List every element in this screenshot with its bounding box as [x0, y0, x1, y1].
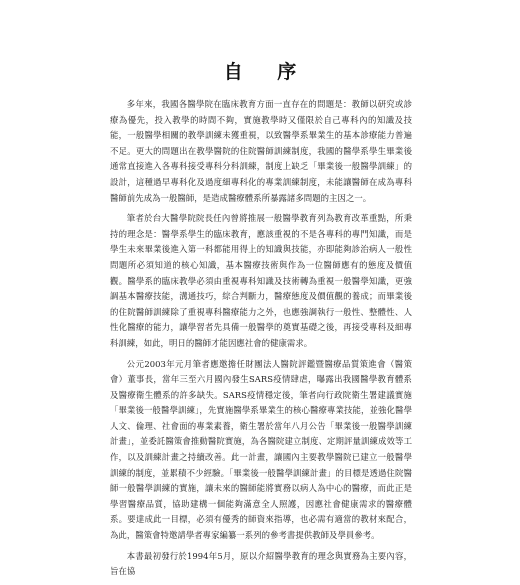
paragraph: 多年來，我國各醫學院在臨床教育方面一直存在的問題是：教師以研究或診療為優先，投入教學的時間不夠，實施教學時又僅限於自己專科內的知識及技能，一般醫學相關的教學訓練未獲重視，以致醫學系畢業生的基本診療能力普遍不足。更大的問題出在教學醫院的住院醫師訓練制度，我國的醫學系學生畢業後通常直接進入各專科接受專科分科訓練，制度上缺乏「畢業後一般醫學訓練」的設計，這種過早專科化及過度細專科化的專業訓練制度，未能讓醫師在成為專科醫師前先成為一般醫師，是造成醫療體系所暴露諸多問題的主因之一。 — [110, 99, 412, 203]
paragraph: 筆者於台大醫學院院長任內曾將推展一般醫學教育列為教育改革重點，所秉持的理念是：醫學系學生的臨床教育，應該重視的不是各專科的專門知識，而是學生未來畢業後進入第一科都能用得上的知識與技能，亦即能夠診治病人一般性問題所必須知道的核心知識，基本醫療技術與作為一位醫師應有的態度及價值觀。醫學系的臨床教學必須由重視專科知識及技術轉為重視一般醫學知識，更強調基本醫療技能，溝通技巧，綜合判斷力，醫療態度及價值觀的養成；而畢業後的住院醫師訓練除了重視專科醫療能力之外，也應強調執行一般性、整體性、人性化醫療的能力，讓學習者先具備一般醫學的奠實基礎之後，再接受專科及細專科訓練，如此，明日的醫師才能因應社會的健康需求。 — [110, 213, 412, 348]
page-title: 自 序 — [223, 61, 311, 83]
preface-body — [110, 97, 412, 585]
paragraph: 公元2003年元月筆者應邀擔任財團法人醫院評鑑暨醫療品質策進會（醫策會）董事長，當年三至六月國內發生SARS疫情肆虐，曝露出我國醫學教育體系及醫療衛生體系的許多缺失。SARS疫情穩定後，筆者向行政院衛生署建議實施「畢業後一般醫學訓練」，先實施醫學系畢業生的核心醫療專業技能，並強化醫學人文、倫理、社會面的專業素養，衛生署於當年八月公告「畢業後一般醫學訓練計畫」，並委託醫策會推動醫院實施，為各醫院建立制度、定期評量訓練成效等工作，以及訓練計畫之持續改善。此一計畫，讓國內主要教學醫院已建立一般醫學訓練的制度，並累積不少經驗。「畢業後一般醫學訓練計畫」的目標是透過住院醫師一般醫學訓練的實施，讓未來的醫師能將實務以病人為中心的醫療，而此正是學習醫療品質，協助建構一個能夠滿意全人照護，因應社會健康需求的醫療體系。要達成此一目標，必須有優秀的師資來指導，也必需有適當的教材來配合，為此，醫策會特邀請學者專家編纂一系列的參考書提供教師及學員參考。 — [110, 358, 412, 541]
paragraph: 本書最初發行於1994年5月，原以介紹醫學教育的理念與實務為主要內容，旨在協 — [110, 550, 412, 577]
